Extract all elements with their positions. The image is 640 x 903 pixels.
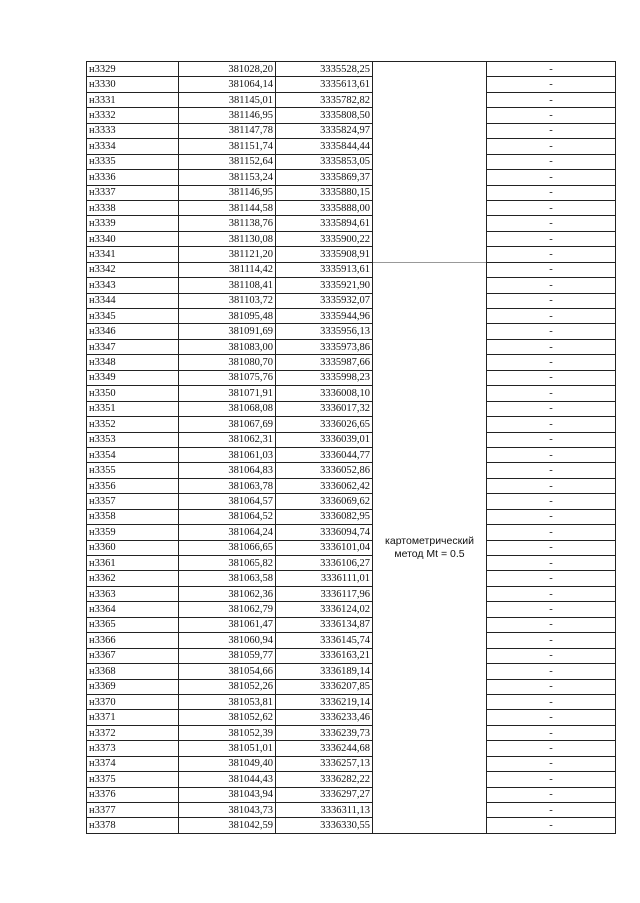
point-name-cell: н3338 <box>87 200 179 215</box>
x-coordinate-cell: 381064,83 <box>179 463 276 478</box>
point-name-cell: н3339 <box>87 216 179 231</box>
y-coordinate-cell: 3335956,13 <box>276 324 373 339</box>
point-name-cell: н3352 <box>87 417 179 432</box>
table-row <box>87 324 616 339</box>
table-row <box>87 586 616 601</box>
table-row <box>87 756 616 771</box>
y-coordinate-cell: 3336117,96 <box>276 586 373 601</box>
note-cell: - <box>487 62 616 77</box>
x-coordinate-cell: 381068,08 <box>179 401 276 416</box>
x-coordinate-cell: 381062,31 <box>179 432 276 447</box>
note-cell: - <box>487 602 616 617</box>
x-coordinate-cell: 381153,24 <box>179 170 276 185</box>
x-coordinate-cell: 381130,08 <box>179 231 276 246</box>
table-row <box>87 803 616 818</box>
y-coordinate-cell: 3336008,10 <box>276 386 373 401</box>
method-note-line2: метод Mt = 0.5 <box>394 547 465 560</box>
x-coordinate-cell: 381103,72 <box>179 293 276 308</box>
y-coordinate-cell: 3335973,86 <box>276 339 373 354</box>
x-coordinate-cell: 381063,78 <box>179 478 276 493</box>
coordinates-table <box>86 61 616 834</box>
table-row <box>87 725 616 740</box>
point-name-cell: н3376 <box>87 787 179 802</box>
y-coordinate-cell: 3336124,02 <box>276 602 373 617</box>
note-cell: - <box>487 447 616 462</box>
table-row <box>87 231 616 246</box>
x-coordinate-cell: 381059,77 <box>179 648 276 663</box>
note-cell: - <box>487 586 616 601</box>
table-row <box>87 463 616 478</box>
y-coordinate-cell: 3335613,61 <box>276 77 373 92</box>
x-coordinate-cell: 381052,39 <box>179 725 276 740</box>
x-coordinate-cell: 381061,03 <box>179 447 276 462</box>
x-coordinate-cell: 381064,52 <box>179 509 276 524</box>
x-coordinate-cell: 381138,76 <box>179 216 276 231</box>
note-cell: - <box>487 494 616 509</box>
coordinates-table-body <box>87 62 616 834</box>
x-coordinate-cell: 381063,58 <box>179 571 276 586</box>
table-row <box>87 77 616 92</box>
y-coordinate-cell: 3336039,01 <box>276 432 373 447</box>
note-cell: - <box>487 216 616 231</box>
note-cell: - <box>487 772 616 787</box>
x-coordinate-cell: 381043,94 <box>179 787 276 802</box>
note-cell: - <box>487 293 616 308</box>
note-cell: - <box>487 679 616 694</box>
y-coordinate-cell: 3336189,14 <box>276 664 373 679</box>
y-coordinate-cell: 3336330,55 <box>276 818 373 833</box>
point-name-cell: н3364 <box>87 602 179 617</box>
x-coordinate-cell: 381028,20 <box>179 62 276 77</box>
x-coordinate-cell: 381091,69 <box>179 324 276 339</box>
y-coordinate-cell: 3336145,74 <box>276 633 373 648</box>
x-coordinate-cell: 381053,81 <box>179 694 276 709</box>
x-coordinate-cell: 381042,59 <box>179 818 276 833</box>
y-coordinate-cell: 3336207,85 <box>276 679 373 694</box>
table-row <box>87 525 616 540</box>
x-coordinate-cell: 381064,57 <box>179 494 276 509</box>
method-note-cell <box>373 262 487 833</box>
note-cell: - <box>487 185 616 200</box>
note-cell: - <box>487 694 616 709</box>
table-row <box>87 154 616 169</box>
x-coordinate-cell: 381146,95 <box>179 185 276 200</box>
table-row <box>87 447 616 462</box>
x-coordinate-cell: 381043,73 <box>179 803 276 818</box>
table-row <box>87 417 616 432</box>
point-name-cell: н3342 <box>87 262 179 277</box>
note-cell: - <box>487 200 616 215</box>
table-row <box>87 62 616 77</box>
y-coordinate-cell: 3336233,46 <box>276 710 373 725</box>
y-coordinate-cell: 3335908,91 <box>276 247 373 262</box>
point-name-cell: н3347 <box>87 339 179 354</box>
point-name-cell: н3378 <box>87 818 179 833</box>
x-coordinate-cell: 381147,78 <box>179 123 276 138</box>
x-coordinate-cell: 381060,94 <box>179 633 276 648</box>
table-row <box>87 216 616 231</box>
note-cell: - <box>487 664 616 679</box>
y-coordinate-cell: 3336282,22 <box>276 772 373 787</box>
point-name-cell: н3344 <box>87 293 179 308</box>
note-cell: - <box>487 710 616 725</box>
x-coordinate-cell: 381052,26 <box>179 679 276 694</box>
table-row <box>87 92 616 107</box>
note-cell: - <box>487 741 616 756</box>
point-name-cell: н3375 <box>87 772 179 787</box>
x-coordinate-cell: 381144,58 <box>179 200 276 215</box>
note-cell: - <box>487 339 616 354</box>
x-coordinate-cell: 381062,36 <box>179 586 276 601</box>
point-name-cell: н3360 <box>87 540 179 555</box>
table-row <box>87 818 616 833</box>
x-coordinate-cell: 381075,76 <box>179 370 276 385</box>
note-cell: - <box>487 432 616 447</box>
table-row <box>87 293 616 308</box>
x-coordinate-cell: 381054,66 <box>179 664 276 679</box>
note-cell: - <box>487 617 616 632</box>
point-name-cell: н3358 <box>87 509 179 524</box>
y-coordinate-cell: 3336094,74 <box>276 525 373 540</box>
table-row <box>87 401 616 416</box>
point-name-cell: н3334 <box>87 139 179 154</box>
point-name-cell: н3361 <box>87 556 179 571</box>
note-cell: - <box>487 417 616 432</box>
note-cell: - <box>487 247 616 262</box>
y-coordinate-cell: 3336244,68 <box>276 741 373 756</box>
table-row <box>87 200 616 215</box>
table-row <box>87 787 616 802</box>
y-coordinate-cell: 3336106,27 <box>276 556 373 571</box>
point-name-cell: н3371 <box>87 710 179 725</box>
note-cell: - <box>487 633 616 648</box>
y-coordinate-cell: 3336311,13 <box>276 803 373 818</box>
table-row <box>87 108 616 123</box>
table-row <box>87 617 616 632</box>
y-coordinate-cell: 3336163,21 <box>276 648 373 663</box>
y-coordinate-cell: 3335987,66 <box>276 355 373 370</box>
point-name-cell: н3341 <box>87 247 179 262</box>
table-row <box>87 309 616 324</box>
y-coordinate-cell: 3336219,14 <box>276 694 373 709</box>
note-cell: - <box>487 787 616 802</box>
table-row <box>87 123 616 138</box>
y-coordinate-cell: 3335998,23 <box>276 370 373 385</box>
y-coordinate-cell: 3335853,05 <box>276 154 373 169</box>
table-row <box>87 355 616 370</box>
note-cell: - <box>487 478 616 493</box>
table-row <box>87 509 616 524</box>
point-name-cell: н3343 <box>87 278 179 293</box>
point-name-cell: н3353 <box>87 432 179 447</box>
table-row <box>87 278 616 293</box>
point-name-cell: н3337 <box>87 185 179 200</box>
y-coordinate-cell: 3335932,07 <box>276 293 373 308</box>
point-name-cell: н3357 <box>87 494 179 509</box>
x-coordinate-cell: 381064,24 <box>179 525 276 540</box>
table-row <box>87 339 616 354</box>
table-row <box>87 679 616 694</box>
y-coordinate-cell: 3336297,27 <box>276 787 373 802</box>
x-coordinate-cell: 381151,74 <box>179 139 276 154</box>
table-row <box>87 247 616 262</box>
table-row <box>87 772 616 787</box>
table-row <box>87 540 616 555</box>
point-name-cell: н3359 <box>87 525 179 540</box>
point-name-cell: н3336 <box>87 170 179 185</box>
note-cell: - <box>487 139 616 154</box>
note-cell: - <box>487 370 616 385</box>
y-coordinate-cell: 3336044,77 <box>276 447 373 462</box>
note-cell: - <box>487 509 616 524</box>
table-row <box>87 432 616 447</box>
x-coordinate-cell: 381152,64 <box>179 154 276 169</box>
y-coordinate-cell: 3336062,42 <box>276 478 373 493</box>
x-coordinate-cell: 381052,62 <box>179 710 276 725</box>
note-cell: - <box>487 725 616 740</box>
point-name-cell: н3367 <box>87 648 179 663</box>
point-name-cell: н3372 <box>87 725 179 740</box>
x-coordinate-cell: 381051,01 <box>179 741 276 756</box>
point-name-cell: н3377 <box>87 803 179 818</box>
table-row <box>87 741 616 756</box>
x-coordinate-cell: 381049,40 <box>179 756 276 771</box>
y-coordinate-cell: 3335888,00 <box>276 200 373 215</box>
table-row <box>87 602 616 617</box>
note-cell: - <box>487 262 616 277</box>
point-name-cell: н3354 <box>87 447 179 462</box>
note-cell: - <box>487 525 616 540</box>
point-name-cell: н3363 <box>87 586 179 601</box>
point-name-cell: н3340 <box>87 231 179 246</box>
point-name-cell: н3333 <box>87 123 179 138</box>
point-name-cell: н3346 <box>87 324 179 339</box>
note-cell: - <box>487 648 616 663</box>
point-name-cell: н3331 <box>87 92 179 107</box>
note-cell: - <box>487 355 616 370</box>
note-cell: - <box>487 571 616 586</box>
y-coordinate-cell: 3336111,01 <box>276 571 373 586</box>
y-coordinate-cell: 3335844,44 <box>276 139 373 154</box>
table-row <box>87 185 616 200</box>
y-coordinate-cell: 3336082,95 <box>276 509 373 524</box>
point-name-cell: н3350 <box>87 386 179 401</box>
table-row <box>87 494 616 509</box>
y-coordinate-cell: 3336017,32 <box>276 401 373 416</box>
x-coordinate-cell: 381066,65 <box>179 540 276 555</box>
y-coordinate-cell: 3335913,61 <box>276 262 373 277</box>
table-row <box>87 633 616 648</box>
point-name-cell: н3355 <box>87 463 179 478</box>
y-coordinate-cell: 3335900,22 <box>276 231 373 246</box>
point-name-cell: н3374 <box>87 756 179 771</box>
point-name-cell: н3345 <box>87 309 179 324</box>
table-row <box>87 386 616 401</box>
note-cell: - <box>487 123 616 138</box>
x-coordinate-cell: 381065,82 <box>179 556 276 571</box>
note-cell: - <box>487 324 616 339</box>
x-coordinate-cell: 381080,70 <box>179 355 276 370</box>
note-cell: - <box>487 818 616 833</box>
point-name-cell: н3366 <box>87 633 179 648</box>
note-cell: - <box>487 170 616 185</box>
point-name-cell: н3332 <box>87 108 179 123</box>
method-cell-blank <box>373 62 487 263</box>
y-coordinate-cell: 3336134,87 <box>276 617 373 632</box>
y-coordinate-cell: 3336052,86 <box>276 463 373 478</box>
y-coordinate-cell: 3335808,50 <box>276 108 373 123</box>
point-name-cell: н3369 <box>87 679 179 694</box>
y-coordinate-cell: 3336026,65 <box>276 417 373 432</box>
x-coordinate-cell: 381061,47 <box>179 617 276 632</box>
table-row <box>87 478 616 493</box>
x-coordinate-cell: 381114,42 <box>179 262 276 277</box>
y-coordinate-cell: 3335782,82 <box>276 92 373 107</box>
point-name-cell: н3365 <box>87 617 179 632</box>
x-coordinate-cell: 381044,43 <box>179 772 276 787</box>
y-coordinate-cell: 3335880,15 <box>276 185 373 200</box>
table-row <box>87 170 616 185</box>
note-cell: - <box>487 803 616 818</box>
note-cell: - <box>487 556 616 571</box>
point-name-cell: н3329 <box>87 62 179 77</box>
table-row <box>87 556 616 571</box>
table-row <box>87 370 616 385</box>
x-coordinate-cell: 381071,91 <box>179 386 276 401</box>
note-cell: - <box>487 386 616 401</box>
note-cell: - <box>487 401 616 416</box>
note-cell: - <box>487 231 616 246</box>
note-cell: - <box>487 92 616 107</box>
point-name-cell: н3349 <box>87 370 179 385</box>
point-name-cell: н3330 <box>87 77 179 92</box>
y-coordinate-cell: 3335824,97 <box>276 123 373 138</box>
y-coordinate-cell: 3336101,04 <box>276 540 373 555</box>
y-coordinate-cell: 3335921,90 <box>276 278 373 293</box>
note-cell: - <box>487 77 616 92</box>
x-coordinate-cell: 381108,41 <box>179 278 276 293</box>
table-row <box>87 664 616 679</box>
point-name-cell: н3348 <box>87 355 179 370</box>
note-cell: - <box>487 154 616 169</box>
point-name-cell: н3373 <box>87 741 179 756</box>
y-coordinate-cell: 3335944,96 <box>276 309 373 324</box>
x-coordinate-cell: 381067,69 <box>179 417 276 432</box>
y-coordinate-cell: 3335894,61 <box>276 216 373 231</box>
x-coordinate-cell: 381146,95 <box>179 108 276 123</box>
table-row <box>87 694 616 709</box>
table-row <box>87 648 616 663</box>
table-row <box>87 139 616 154</box>
point-name-cell: н3351 <box>87 401 179 416</box>
x-coordinate-cell: 381062,79 <box>179 602 276 617</box>
note-cell: - <box>487 756 616 771</box>
x-coordinate-cell: 381064,14 <box>179 77 276 92</box>
y-coordinate-cell: 3335869,37 <box>276 170 373 185</box>
point-name-cell: н3356 <box>87 478 179 493</box>
x-coordinate-cell: 381083,00 <box>179 339 276 354</box>
point-name-cell: н3368 <box>87 664 179 679</box>
note-cell: - <box>487 309 616 324</box>
y-coordinate-cell: 3336257,13 <box>276 756 373 771</box>
point-name-cell: н3370 <box>87 694 179 709</box>
table-row <box>87 262 616 277</box>
table-row <box>87 710 616 725</box>
point-name-cell: н3335 <box>87 154 179 169</box>
x-coordinate-cell: 381121,20 <box>179 247 276 262</box>
point-name-cell: н3362 <box>87 571 179 586</box>
note-cell: - <box>487 540 616 555</box>
x-coordinate-cell: 381145,01 <box>179 92 276 107</box>
y-coordinate-cell: 3336069,62 <box>276 494 373 509</box>
y-coordinate-cell: 3336239,73 <box>276 725 373 740</box>
note-cell: - <box>487 463 616 478</box>
note-cell: - <box>487 108 616 123</box>
note-cell: - <box>487 278 616 293</box>
x-coordinate-cell: 381095,48 <box>179 309 276 324</box>
method-note-line1: картометрический <box>385 534 474 547</box>
table-row <box>87 571 616 586</box>
y-coordinate-cell: 3335528,25 <box>276 62 373 77</box>
